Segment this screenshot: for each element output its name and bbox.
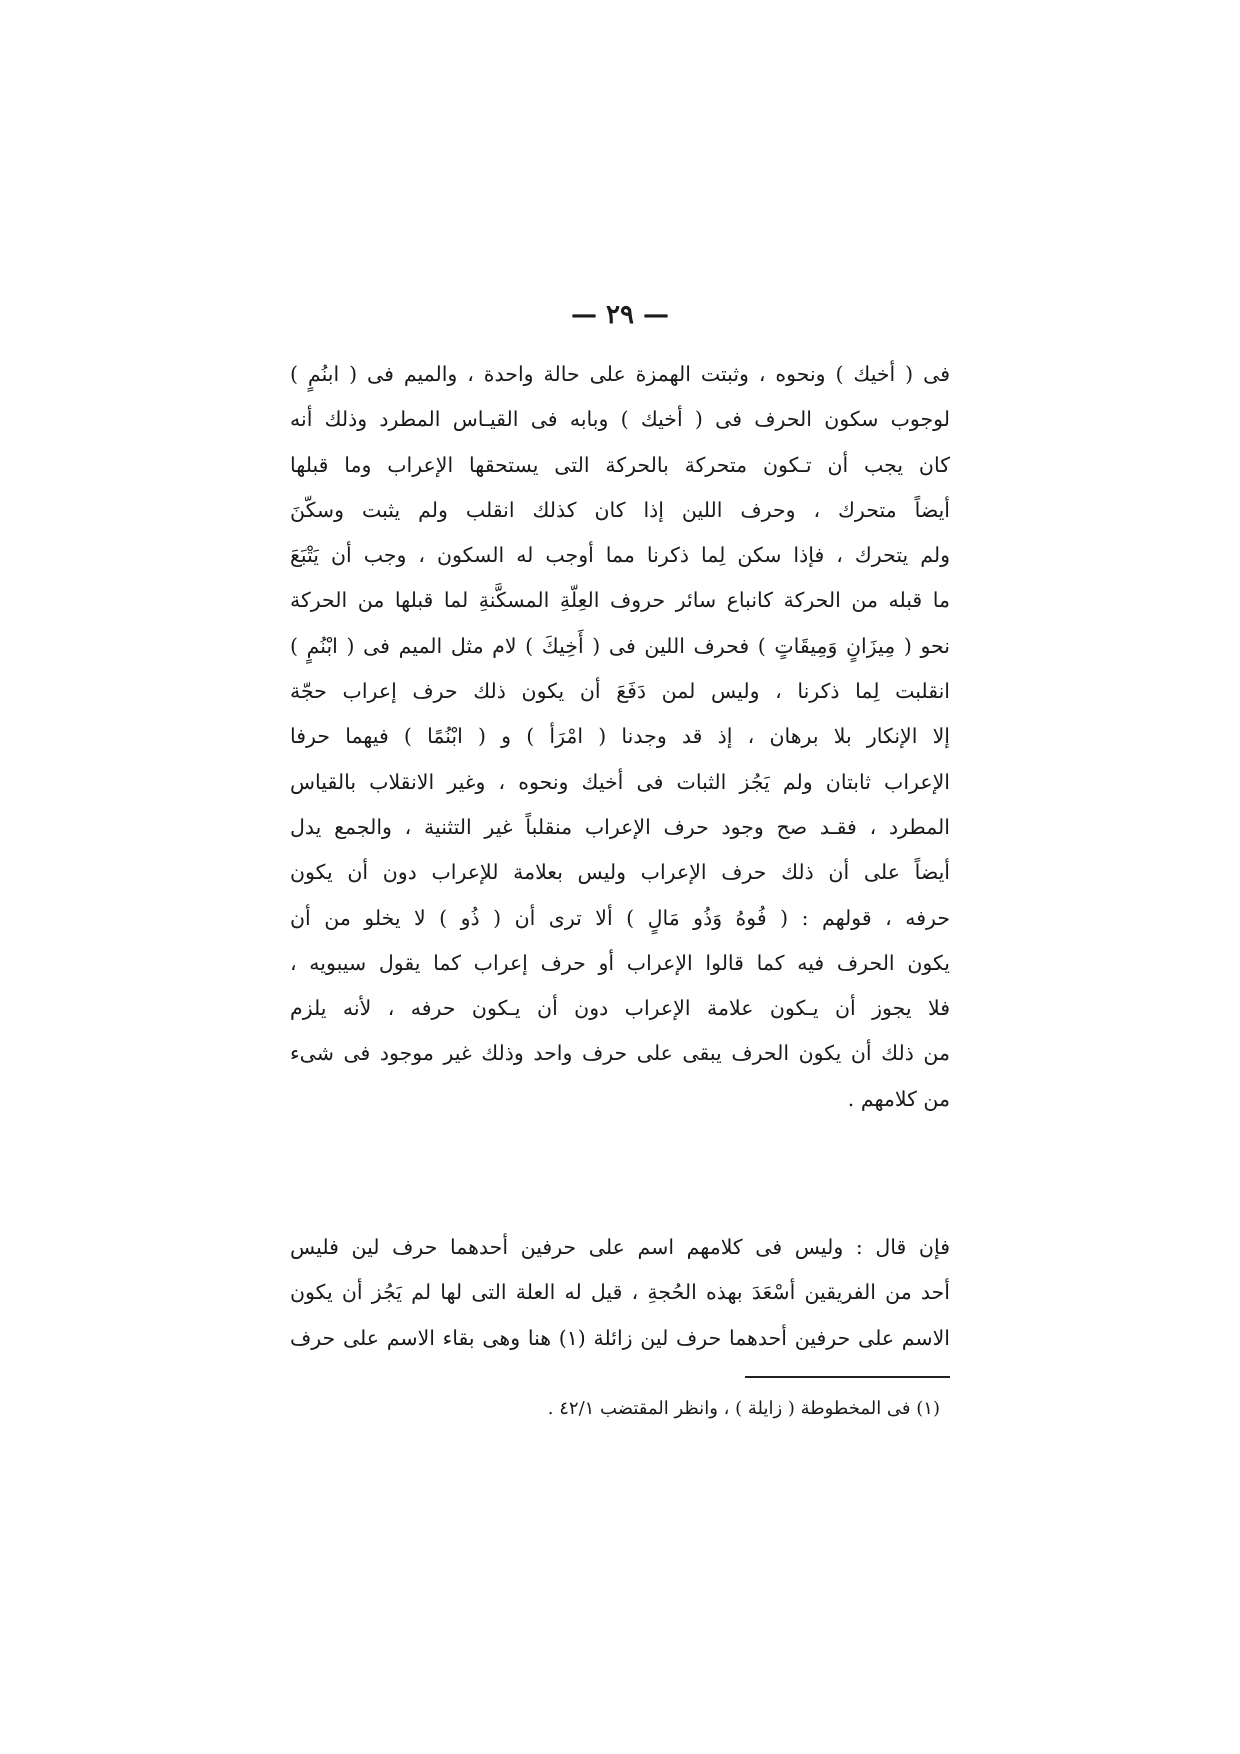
text-line: ما قبله من الحركة كانباع سائر حروف العِلّةِ المسكَّنةِ لما قبلها من الحركة <box>290 588 950 613</box>
text-line: من كلامهم . <box>847 1086 950 1111</box>
paragraph-2 <box>290 1225 950 1361</box>
text-line: الإعراب ثابتان ولم يَجُز الثبات فى أخيك ونحوه ، وغير الانقلاب بالقياس <box>290 769 950 794</box>
text-line: لوجوب سكون الحرف فى ( أخيك ) وبابه فى القيـاس المطرد وذلك أنه <box>290 407 950 432</box>
text-line: كان يجب أن تـكون متحركة بالحركة التى يستحقها الإعراب وما قبلها <box>290 452 950 477</box>
text-line: أيضاً متحرك ، وحرف اللين إذا كان كذلك انقلب ولم يثبت وسكّنَ <box>290 497 950 522</box>
text-line: أيضاً على أن ذلك حرف الإعراب وليس بعلامة للإعراب دون أن يكون <box>290 860 950 885</box>
text-line: المطرد ، فقـد صح وجود حرف الإعراب منقلباً غير التثنية ، والجمع يدل <box>290 814 950 839</box>
page-number: — ٢٩ — <box>570 300 670 330</box>
text-line: الاسم على حرفين أحدهما حرف لين زائلة (١) هنا وهى بقاء الاسم على حرف <box>290 1325 950 1350</box>
footnote-divider <box>745 1376 950 1378</box>
text-line: انقلبت لِما ذكرنا ، وليس لمن دَفَعَ أن يكون ذلك حرف إعراب حجّة <box>290 679 950 704</box>
text-line: أحد من الفريقين أسْعَدَ بهذه الحُجةِ ، قيل له العلة التى لها لم يَجُز أن يكون <box>290 1280 950 1305</box>
paragraph-1 <box>290 352 950 1122</box>
text-line: فى ( أخيك ) ونحوه ، وثبتت الهمزة على حالة واحدة ، والميم فى ( ابنُمٍ ) <box>290 362 950 386</box>
text-line: ولم يتحرك ، فإذا سكن لِما ذكرنا مما أوجب له السكون ، وجب أن يَتْبَعَ <box>290 543 950 568</box>
text-line: من ذلك أن يكون الحرف يبقى على حرف واحد وذلك غير موجود فى شىء <box>290 1041 950 1066</box>
text-line: حرفه ، قولهم : ( فُوهُ وَذُو مَالٍ ) ألا ترى أن ( ذُو ) لا يخلو من أن <box>290 905 950 930</box>
footnote: (١) فى المخطوطة ( زايلة ) ، وانظر المقتضب ٤٢/١ . <box>547 1398 940 1419</box>
text-line: إلا الإنكار بلا برهان ، إذ قد وجدنا ( امْرَأ ) و ( ابْنُمًا ) فيهما حرفا <box>290 724 950 749</box>
text-line: يكون الحرف فيه كما قالوا الإعراب أو حرف إعراب كما يقول سيبويه ، <box>290 950 950 975</box>
text-line: فإن قال : وليس فى كلامهم اسم على حرفين أحدهما حرف لين فليس <box>290 1235 950 1259</box>
text-line: فلا يجوز أن يـكون علامة الإعراب دون أن يـكون حرفه ، لأنه يلزم <box>290 996 950 1021</box>
text-line: نحو ( مِيزَانٍ وَمِيقَاتٍ ) فحرف اللين فى ( أَخِيكَ ) لام مثل الميم فى ( ابْنُمٍ ) <box>290 633 950 658</box>
